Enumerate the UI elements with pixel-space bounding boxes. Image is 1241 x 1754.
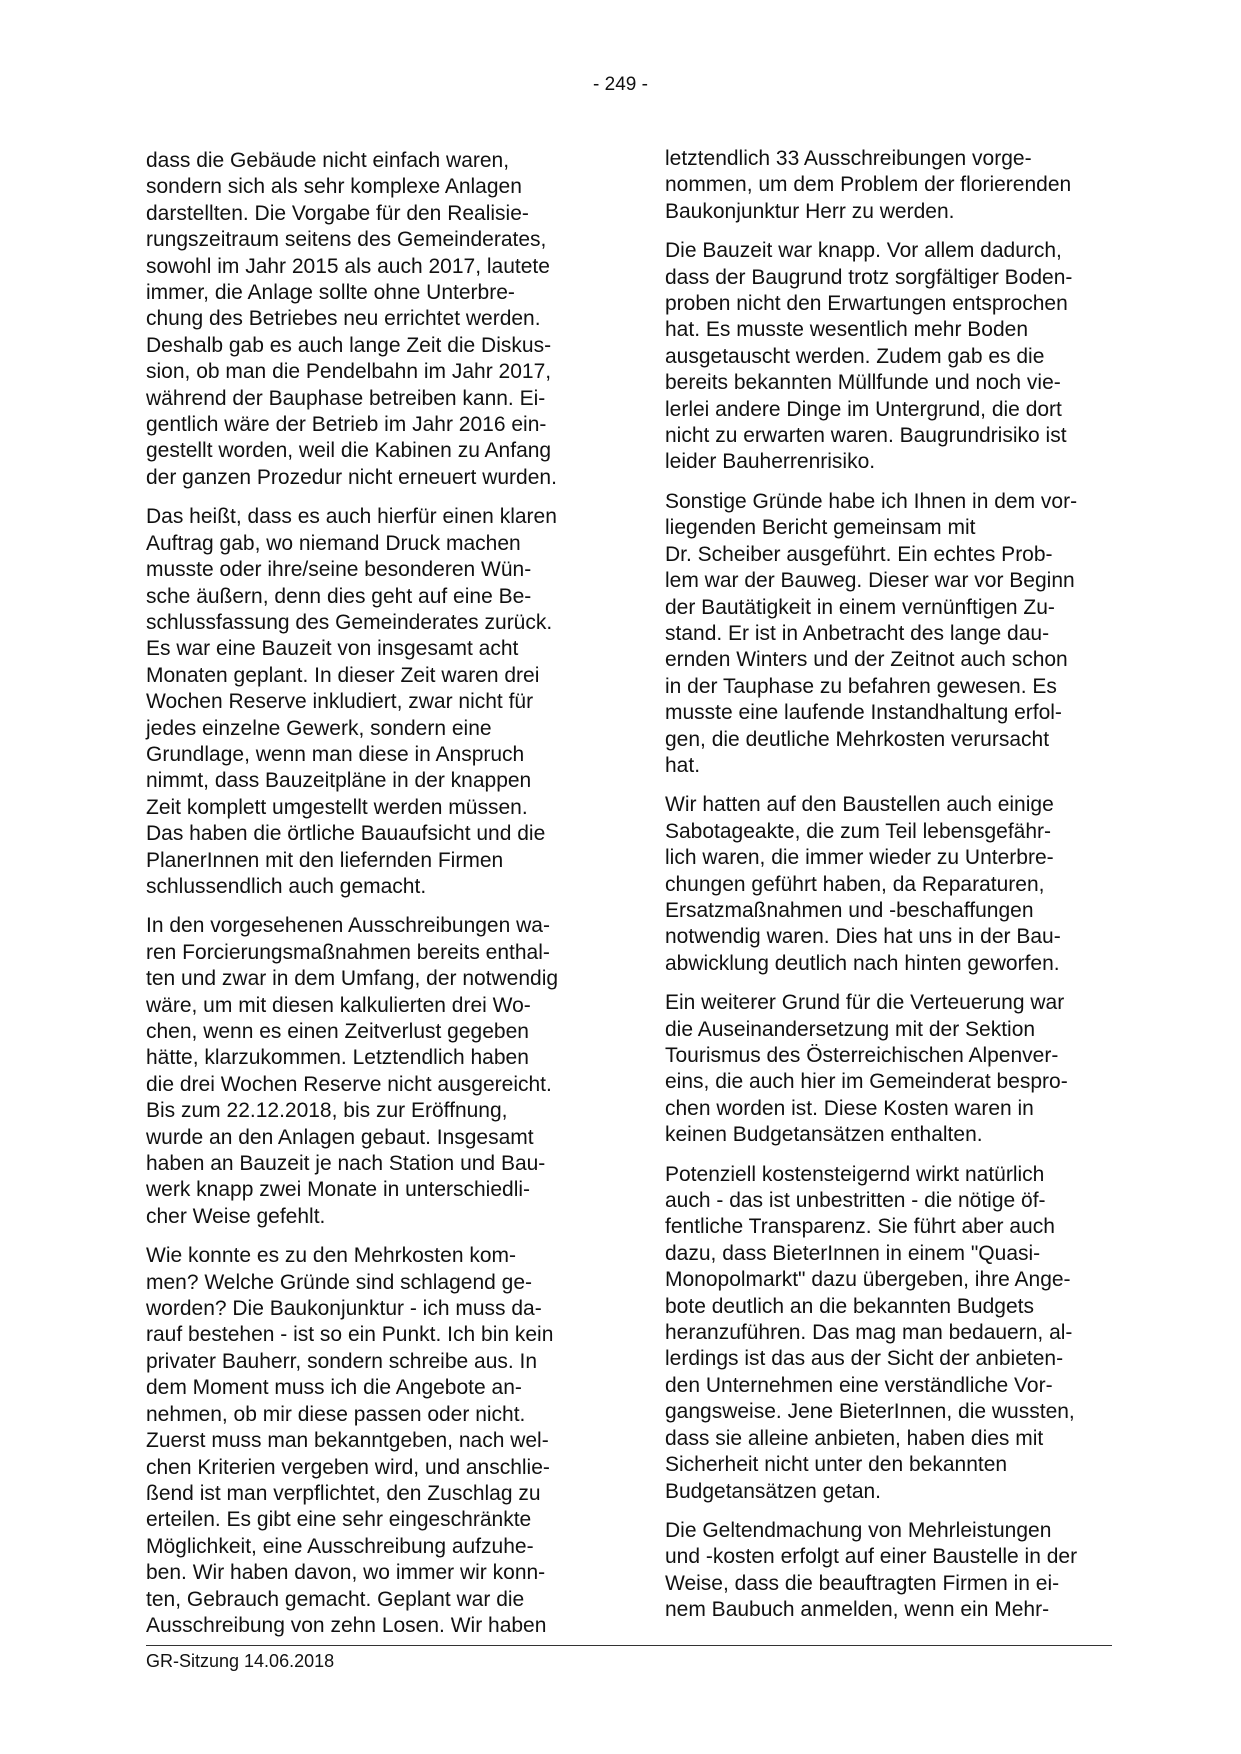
paragraph <box>665 990 1111 1148</box>
text-line: Wochen Reserve inkludiert, zwar nicht für <box>146 690 534 714</box>
text-line: keinen Budgetansätzen enthalten. <box>665 1123 983 1147</box>
text-line: die drei Wochen Reserve nicht ausgereicht. <box>146 1072 552 1096</box>
text-line: bote deutlich an die bekannten Budgets <box>665 1294 1034 1318</box>
text-line: Die Geltendmachung von Mehrleistungen <box>665 1518 1052 1542</box>
text-line: ßend ist man verpflichtet, den Zuschlag zu <box>146 1481 541 1505</box>
text-line: werk knapp zwei Monate in unterschiedli- <box>146 1178 531 1202</box>
text-line: Ersatzmaßnahmen und -beschaffungen <box>665 898 1034 922</box>
text-line: Bis zum 22.12.2018, bis zur Eröffnung, <box>146 1099 508 1123</box>
text-line: Das haben die örtliche Bauaufsicht und die <box>146 822 546 846</box>
text-line: nicht zu erwarten waren. Baugrundrisiko ist <box>665 424 1067 448</box>
text-line: Das heißt, dass es auch hierfür einen klaren <box>146 505 557 529</box>
text-line: sowohl im Jahr 2015 als auch 2017, lautete <box>146 254 550 278</box>
text-line: nommen, um dem Problem der florierenden <box>665 173 1072 197</box>
text-line: Monaten geplant. In dieser Zeit waren drei <box>146 663 540 687</box>
text-line: wurde an den Anlagen gebaut. Insgesamt <box>146 1125 534 1149</box>
text-line: privater Bauherr, sondern schreibe aus. In <box>146 1349 538 1373</box>
text-line: eins, die auch hier im Gemeinderat bespro- <box>665 1070 1068 1094</box>
text-line: sche äußern, denn dies geht auf eine Be- <box>146 584 532 608</box>
text-line: fentliche Transparenz. Sie führt aber auch <box>665 1215 1055 1239</box>
text-line: Die Bauzeit war knapp. Vor allem dadurch, <box>665 239 1062 263</box>
text-line: der Bautätigkeit in einem vernünftigen Zu- <box>665 595 1055 619</box>
text-line: liegenden Bericht gemeinsam mit <box>665 516 976 540</box>
text-line: nem Baubuch anmelden, wenn ein Mehr- <box>665 1598 1050 1622</box>
text-line: Es war eine Bauzeit von insgesamt acht <box>146 637 519 661</box>
text-line: lerlei andere Dinge im Untergrund, die dort <box>665 397 1062 421</box>
paragraph <box>665 1162 1111 1505</box>
text-line: lerdings ist das aus der Sicht der anbieten- <box>665 1347 1064 1371</box>
text-line: sion, ob man die Pendelbahn im Jahr 2017, <box>146 360 552 384</box>
text-line: heranzuführen. Das mag man bedauern, al- <box>665 1321 1073 1345</box>
text-line: musste eine laufende Instandhaltung erfol- <box>665 701 1062 725</box>
text-line: leider Bauherrenrisiko. <box>665 450 876 474</box>
text-line: dass die Gebäude nicht einfach waren, <box>146 149 510 172</box>
text-line: darstellten. Die Vorgabe für den Realisie- <box>146 201 529 225</box>
text-line: dazu, dass BieterInnen in einem "Quasi- <box>665 1241 1041 1265</box>
text-line: rauf bestehen - ist so ein Punkt. Ich bin kein <box>146 1323 554 1347</box>
text-line: immer, die Anlage sollte ohne Unterbre- <box>146 281 515 305</box>
text-line: chen worden ist. Diese Kosten waren in <box>665 1096 1034 1120</box>
text-line: chen Kriterien vergeben wird, und anschlie- <box>146 1455 550 1479</box>
footer-divider <box>146 1645 1112 1646</box>
text-line: Möglichkeit, eine Ausschreibung aufzuhe- <box>146 1534 534 1558</box>
text-line: PlanerInnen mit den liefernden Firmen <box>146 848 504 872</box>
text-line: Tourismus des Österreichischen Alpenver- <box>665 1044 1059 1067</box>
text-line: ten, Gebrauch gemacht. Geplant war die <box>146 1587 525 1611</box>
text-line: letztendlich 33 Ausschreibungen vorge- <box>665 147 1032 170</box>
text-line: Ausschreibung von zehn Losen. Wir haben <box>146 1613 547 1637</box>
text-line: Ein weiterer Grund für die Verteuerung war <box>665 991 1065 1015</box>
text-line: in der Tauphase zu befahren gewesen. Es <box>665 674 1057 698</box>
text-line: musste oder ihre/seine besonderen Wün- <box>146 558 532 582</box>
text-line: während der Bauphase betreiben kann. Ei- <box>146 386 546 410</box>
text-line: lich waren, die immer wieder zu Unterbre- <box>665 846 1054 870</box>
left-text-column <box>146 148 592 1652</box>
text-line: proben nicht den Erwartungen entsprochen <box>665 292 1068 316</box>
text-line: dass sie alleine anbieten, haben dies mit <box>665 1426 1044 1450</box>
text-line: gentlich wäre der Betrieb im Jahr 2016 ein- <box>146 413 547 437</box>
text-line: bereits bekannten Müllfunde und noch vie- <box>665 371 1061 395</box>
text-line: wäre, um mit diesen kalkulierten drei Wo- <box>146 993 531 1017</box>
text-line: ten und zwar in dem Umfang, der notwendig <box>146 967 559 991</box>
text-line: stand. Er ist in Anbetracht des lange dau- <box>665 621 1050 645</box>
text-line: chung des Betriebes neu errichtet werden. <box>146 307 541 331</box>
text-line: Potenziell kostensteigernd wirkt natürlich <box>665 1162 1045 1186</box>
text-line: gestellt worden, weil die Kabinen zu Anfang <box>146 439 552 463</box>
text-line: Budgetansätzen getan. <box>665 1479 882 1503</box>
text-line: hat. Es musste wesentlich mehr Boden <box>665 318 1029 342</box>
text-line: Dr. Scheiber ausgeführt. Ein echtes Prob- <box>665 542 1053 566</box>
text-line: Zeit komplett umgestellt werden müssen. <box>146 795 528 819</box>
text-line: nimmt, dass Bauzeitpläne in der knappen <box>146 769 532 793</box>
text-line: Monopolmarkt" dazu übergeben, ihre Ange- <box>665 1268 1071 1292</box>
text-line: ernden Winters und der Zeitnot auch schon <box>665 648 1068 672</box>
text-line: Deshalb gab es auch lange Zeit die Diskus- <box>146 333 552 357</box>
text-line: der ganzen Prozedur nicht erneuert wurden. <box>146 465 557 489</box>
text-line: Sonstige Gründe habe ich Ihnen in dem vor- <box>665 489 1078 513</box>
text-line: nehmen, ob mir diese passen oder nicht. <box>146 1402 526 1426</box>
text-line: Zuerst muss man bekanntgeben, nach wel- <box>146 1429 549 1453</box>
text-line: sondern sich als sehr komplexe Anlagen <box>146 175 522 199</box>
text-line: jedes einzelne Gewerk, sondern eine <box>146 716 492 740</box>
paragraph <box>665 792 1111 977</box>
paragraph <box>665 238 1111 476</box>
paragraph <box>146 913 592 1230</box>
text-line: schlussfassung des Gemeinderates zurück. <box>146 610 553 634</box>
text-line: gangsweise. Jene BieterInnen, die wussten, <box>665 1400 1075 1424</box>
text-line: rungszeitraum seitens des Gemeinderates, <box>146 228 547 252</box>
text-line: ren Forcierungsmaßnahmen bereits enthal- <box>146 940 550 964</box>
text-line: men? Welche Gründe sind schlagend ge- <box>146 1270 533 1294</box>
text-line: hat. <box>665 753 701 777</box>
text-line: Wie konnte es zu den Mehrkosten kom- <box>146 1244 517 1268</box>
text-line: In den vorgesehenen Ausschreibungen wa- <box>146 914 550 938</box>
text-line: Weise, dass die beauftragten Firmen in ei- <box>665 1571 1060 1595</box>
paragraph <box>146 1243 592 1639</box>
text-line: Auftrag gab, wo niemand Druck machen <box>146 531 521 555</box>
text-line: gen, die deutliche Mehrkosten verursacht <box>665 727 1050 751</box>
text-line: haben an Bauzeit je nach Station und Bau- <box>146 1152 546 1176</box>
text-line: lem war der Bauweg. Dieser war vor Beginn <box>665 569 1075 593</box>
text-line: ben. Wir haben davon, wo immer wir konn- <box>146 1561 546 1585</box>
text-line: chungen geführt haben, da Reparaturen, <box>665 872 1045 896</box>
right-text-column <box>665 146 1111 1637</box>
text-line: Sicherheit nicht unter den bekannten <box>665 1453 1008 1477</box>
text-line: Baukonjunktur Herr zu werden. <box>665 199 955 223</box>
text-line: Grundlage, wenn man diese in Anspruch <box>146 742 525 766</box>
text-line: dem Moment muss ich die Angebote an- <box>146 1376 522 1400</box>
text-line: worden? Die Baukonjunktur - ich muss da- <box>146 1297 542 1321</box>
text-line: den Unternehmen eine verständliche Vor- <box>665 1373 1053 1397</box>
text-line: ausgetauscht werden. Zudem gab es die <box>665 344 1045 368</box>
paragraph <box>665 1518 1111 1624</box>
text-line: dass der Baugrund trotz sorgfältiger Boden- <box>665 265 1073 289</box>
paragraph <box>665 146 1111 225</box>
text-line: Wir hatten auf den Baustellen auch einige <box>665 793 1054 817</box>
text-line: notwendig waren. Dies hat uns in der Bau- <box>665 925 1061 949</box>
text-line: und -kosten erfolgt auf einer Baustelle in der <box>665 1545 1078 1569</box>
text-line: chen, wenn es einen Zeitverlust gegeben <box>146 1020 529 1043</box>
text-line: hätte, klarzukommen. Letztendlich haben <box>146 1046 529 1070</box>
text-line: cher Weise gefehlt. <box>146 1204 326 1228</box>
text-line: die Auseinandersetzung mit der Sektion <box>665 1017 1036 1041</box>
text-line: auch - das ist unbestritten - die nötige öf- <box>665 1189 1046 1213</box>
text-line: erteilen. Es gibt eine sehr eingeschränkte <box>146 1508 532 1532</box>
text-line: schlussendlich auch gemacht. <box>146 874 427 898</box>
footer-session-date: GR-Sitzung 14.06.2018 <box>146 1651 335 1671</box>
text-line: abwicklung deutlich nach hinten geworfen. <box>665 951 1060 975</box>
text-line: Sabotageakte, die zum Teil lebensgefähr- <box>665 819 1052 843</box>
paragraph <box>146 148 592 491</box>
paragraph <box>146 504 592 900</box>
page-number: - 249 - <box>593 74 648 95</box>
paragraph <box>665 489 1111 779</box>
